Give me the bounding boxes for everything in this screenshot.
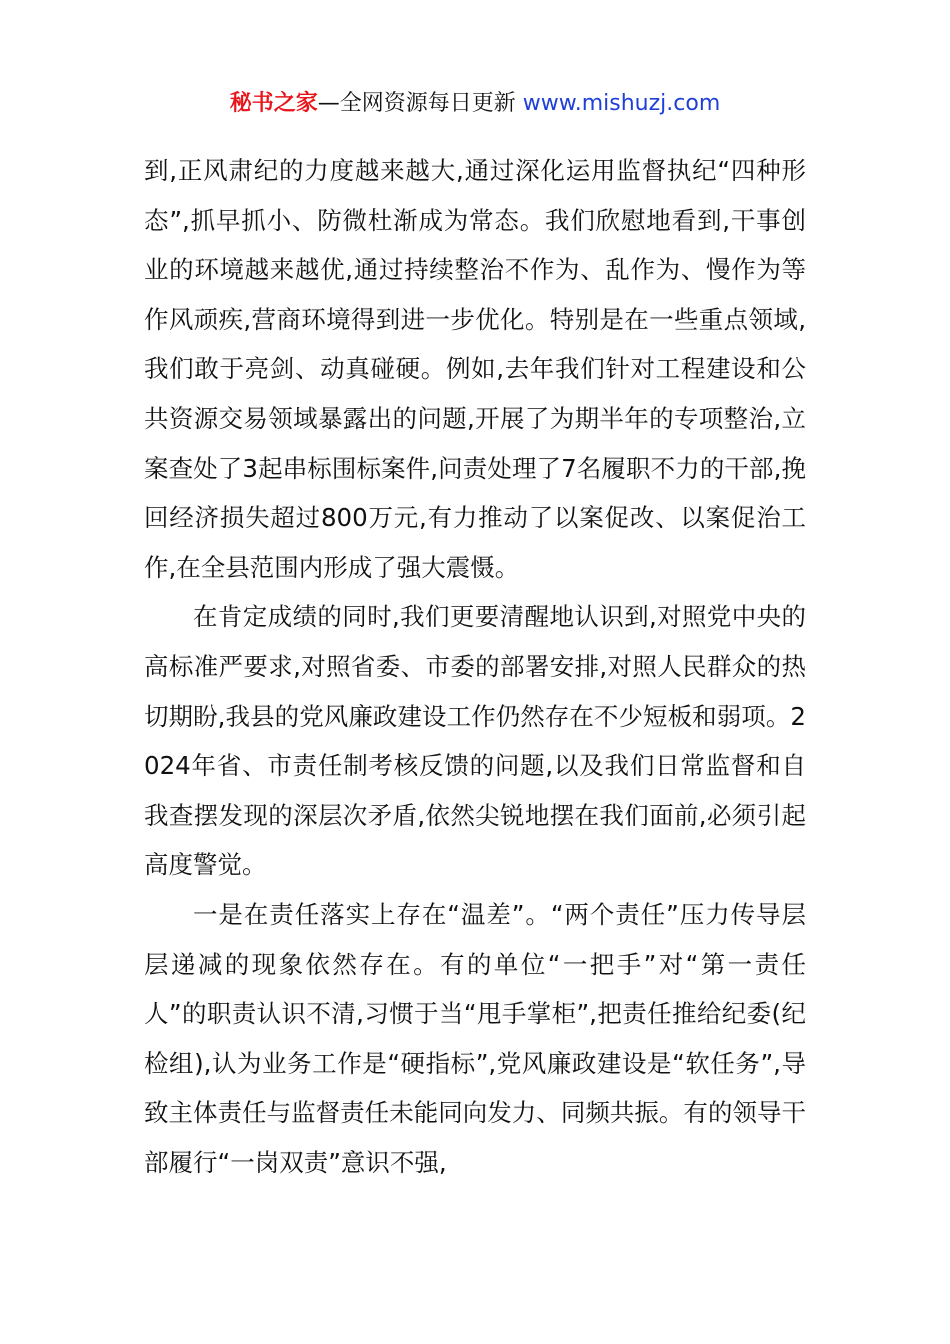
page-header [0, 88, 950, 120]
paragraph-responsibility-gap: 一是在责任落实上存在“温差”。“两个责任”压力传导层层递减的现象依然存在。有的单位“一把手”对“第一责任人”的职责认识不清,习惯于当“甩手掌柜”,把责任推给纪委(纪检组),认为业务工作是“硬指标”,党风廉政建设是“软任务”,导致主体责任与监督责任未能同向发力、同频共振。有的领导干部履行“一岗双责”意识不强, [144, 899, 806, 1177]
paragraph-shortcomings: 在肯定成绩的同时,我们更要清醒地认识到,对照党中央的高标准严要求,对照省委、市委的部署安排,对照人民群众的热切期盼,我县的党风廉政建设工作仍然存在不少短板和弱项。2024年省、市责任制考核反馈的问题,以及我们日常监督和自我查摆发现的深层次矛盾,依然尖锐地摆在我们面前,必须引起高度警觉。 [144, 602, 806, 880]
site-tagline: —全网资源每日更新 [317, 91, 523, 116]
site-url: www.mishuzj.com [522, 91, 721, 116]
paragraph-continuation: 到,正风肃纪的力度越来越大,通过深化运用监督执纪“四种形态”,抓早抓小、防微杜渐成为常态。我们欣慰地看到,干事创业的环境越来越优,通过持续整治不作为、乱作为、慢作为等作风顽疾,营商环境得到进一步优化。特别是在一些重点领域,我们敢于亮剑、动真碰硬。例如,去年我们针对工程建设和公共资源交易领域暴露出的问题,开展了为期半年的专项整治,立案查处了3起串标围标案件,问责处理了7名履职不力的干部,挽回经济损失超过800万元,有力推动了以案促改、以案促治工作,在全县范围内形成了强大震慑。 [144, 156, 806, 582]
document-body [144, 146, 806, 1187]
site-brand: 秘书之家 [229, 91, 318, 116]
